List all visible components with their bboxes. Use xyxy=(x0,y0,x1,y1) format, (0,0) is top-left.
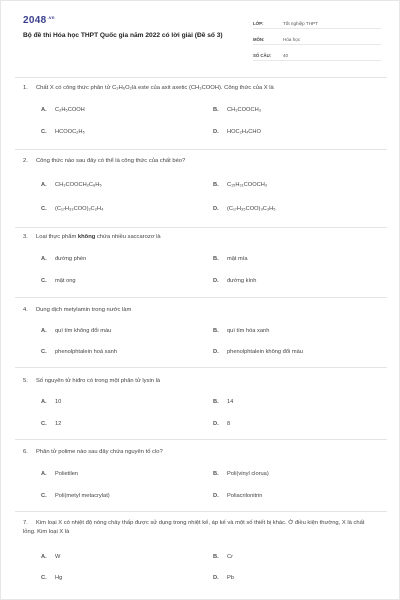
question-number: 1. xyxy=(23,85,28,91)
question-number: 4. xyxy=(23,307,28,313)
option-letter: C. xyxy=(41,278,47,284)
question-stem-emphasis: không xyxy=(77,234,96,240)
exam-meta xyxy=(253,15,381,63)
question-text xyxy=(23,84,368,93)
question-number: 6. xyxy=(23,449,28,455)
question-7 xyxy=(1,511,400,600)
option-letter: C. xyxy=(41,421,47,427)
question-stem: Dung dịch metylamin trong nước làm xyxy=(36,307,132,313)
option-text: HOC₂H₄CHO xyxy=(227,129,261,135)
option-text: mật mía xyxy=(227,256,248,262)
question-1 xyxy=(1,77,400,155)
option-letter: A. xyxy=(41,107,47,113)
option-text: W xyxy=(55,554,61,560)
question-stem-end: chứa nhiều saccarozơ là xyxy=(95,234,161,240)
question-text xyxy=(23,448,368,457)
option-text: phenolphtalein hoá xanh xyxy=(55,349,117,355)
option-letter: C. xyxy=(41,349,47,355)
option-letter: B. xyxy=(213,328,219,334)
option-text: Cr xyxy=(227,554,234,560)
meta-label: LỚP: xyxy=(253,21,264,26)
option-text: C₁₅H₃₁COOCH₃ xyxy=(227,182,268,188)
question-stem-start: Loại thực phẩm xyxy=(36,234,78,240)
option-c[interactable] xyxy=(41,421,61,427)
option-letter: D. xyxy=(213,493,219,499)
option-letter: D. xyxy=(213,575,219,581)
question-4 xyxy=(1,297,400,367)
option-a[interactable] xyxy=(41,328,111,334)
option-a[interactable] xyxy=(41,554,60,560)
option-letter: B. xyxy=(213,182,219,188)
site-logo[interactable] xyxy=(23,15,55,26)
option-text: CH₃COOCH₂C₆H₅ xyxy=(55,182,102,188)
option-text: 8 xyxy=(227,421,231,427)
option-text: 12 xyxy=(55,421,62,427)
option-c[interactable] xyxy=(41,575,62,581)
question-stem: Phân tử polime nào sau đây chứa nguyên tố clo? xyxy=(36,449,163,455)
option-letter: D. xyxy=(213,206,219,212)
meta-label: MÔN: xyxy=(253,37,265,42)
exam-title: Bộ đề thi Hóa học THPT Quốc gia năm 2022 có lời giải (Đề số 3) xyxy=(23,32,223,39)
meta-row-subject xyxy=(253,31,381,45)
option-c[interactable] xyxy=(41,493,110,499)
option-b[interactable] xyxy=(213,399,233,405)
option-d[interactable] xyxy=(213,206,276,212)
logo-text: 2048 xyxy=(23,15,47,26)
option-letter: D. xyxy=(213,278,219,284)
option-letter: D. xyxy=(213,349,219,355)
option-text: Polietilen xyxy=(55,471,79,477)
question-number: 2. xyxy=(23,158,28,164)
option-letter: B. xyxy=(213,256,219,262)
option-text: 14 xyxy=(227,399,234,405)
option-a[interactable] xyxy=(41,471,78,477)
meta-value: Hóa học xyxy=(283,37,301,42)
option-c[interactable] xyxy=(41,129,85,135)
option-text: Pb xyxy=(227,575,234,581)
option-d[interactable] xyxy=(213,129,261,135)
option-letter: D. xyxy=(213,421,219,427)
option-a[interactable] xyxy=(41,107,85,113)
option-text: C₂H₅COOH xyxy=(55,107,85,113)
option-letter: A. xyxy=(41,328,47,334)
meta-row-class xyxy=(253,15,381,29)
option-a[interactable] xyxy=(41,399,61,405)
option-letter: B. xyxy=(213,554,219,560)
meta-label: SỐ CÂU: xyxy=(253,53,272,58)
question-number: 3. xyxy=(23,234,28,240)
option-text: mật ong xyxy=(55,278,76,284)
option-text: Hg xyxy=(55,575,63,581)
option-text: CH₃COOCH₃ xyxy=(227,107,262,113)
option-d[interactable] xyxy=(213,493,262,499)
option-d[interactable] xyxy=(213,575,234,581)
option-letter: A. xyxy=(41,554,47,560)
option-letter: C. xyxy=(41,206,47,212)
question-stem: Công thức nào sau đây có thể là công thức của chất béo? xyxy=(36,158,186,164)
question-2 xyxy=(1,149,400,227)
option-letter: B. xyxy=(213,107,219,113)
option-text: 10 xyxy=(55,399,62,405)
option-c[interactable] xyxy=(41,349,117,355)
option-letter: B. xyxy=(213,399,219,405)
question-6 xyxy=(1,439,400,511)
question-5 xyxy=(1,367,400,439)
option-d[interactable] xyxy=(213,349,303,355)
question-number: 7. xyxy=(23,520,28,526)
option-b[interactable] xyxy=(213,328,269,334)
option-b[interactable] xyxy=(213,554,233,560)
option-d[interactable] xyxy=(213,421,230,427)
option-text: đường kính xyxy=(227,278,257,284)
option-text: đường phèn xyxy=(55,256,87,262)
option-b[interactable] xyxy=(213,182,267,188)
option-b[interactable] xyxy=(213,256,248,262)
option-letter: A. xyxy=(41,399,47,405)
option-text: Poli(vinyl clorua) xyxy=(227,471,269,477)
option-b[interactable] xyxy=(213,107,261,113)
option-letter: C. xyxy=(41,493,47,499)
option-text: quì tím hóa xanh xyxy=(227,328,270,334)
meta-value: Tốt nghiệp THPT xyxy=(283,21,318,26)
option-letter: B. xyxy=(213,471,219,477)
question-3 xyxy=(1,227,400,297)
option-letter: C. xyxy=(41,129,47,135)
option-letter: A. xyxy=(41,471,47,477)
question-stem: Chất X có công thức phân tử C₃H₆O₂là este của axit axetic (CH₃COOH). Công thức của X là xyxy=(36,85,274,91)
logo-suffix: .vn xyxy=(47,15,55,20)
option-c[interactable] xyxy=(41,278,76,284)
option-text: phenolphtalein không đổi màu xyxy=(227,349,303,355)
question-number: 5. xyxy=(23,378,28,384)
option-b[interactable] xyxy=(213,471,269,477)
option-text: (C₁₇H₃₅COO)₃C₃H₅ xyxy=(227,206,276,212)
question-stem: Số nguyên tử hiđro có trong một phân tử lysin là xyxy=(36,378,161,384)
meta-row-count xyxy=(253,47,381,61)
question-text xyxy=(23,157,368,166)
question-text xyxy=(23,377,368,386)
option-c[interactable] xyxy=(41,206,103,212)
option-text: HCOOC₂H₅ xyxy=(55,129,85,135)
option-letter: C. xyxy=(41,575,47,581)
option-a[interactable] xyxy=(41,256,86,262)
option-a[interactable] xyxy=(41,182,102,188)
meta-value: 40 xyxy=(283,53,289,58)
option-letter: A. xyxy=(41,256,47,262)
question-text xyxy=(23,233,368,242)
option-text: quì tím không đổi màu xyxy=(55,328,112,334)
question-text xyxy=(23,306,368,315)
exam-header xyxy=(1,1,400,71)
option-letter: A. xyxy=(41,182,47,188)
option-text: (C₁₇H₃₃COO)₂C₂H₄ xyxy=(55,206,104,212)
question-text xyxy=(23,519,373,537)
option-letter: D. xyxy=(213,129,219,135)
option-d[interactable] xyxy=(213,278,256,284)
question-stem: Kim loại X có nhiệt độ nóng chảy thấp được sử dụng trong nhiệt kế, áp kế và một số thiết bị khác. Ở điều kiện thường, X là chất lỏng. Kim loại X là xyxy=(23,520,365,535)
option-text: Poliacrilonitrin xyxy=(227,493,263,499)
option-text: Poli(metyl metacrylat) xyxy=(55,493,110,499)
